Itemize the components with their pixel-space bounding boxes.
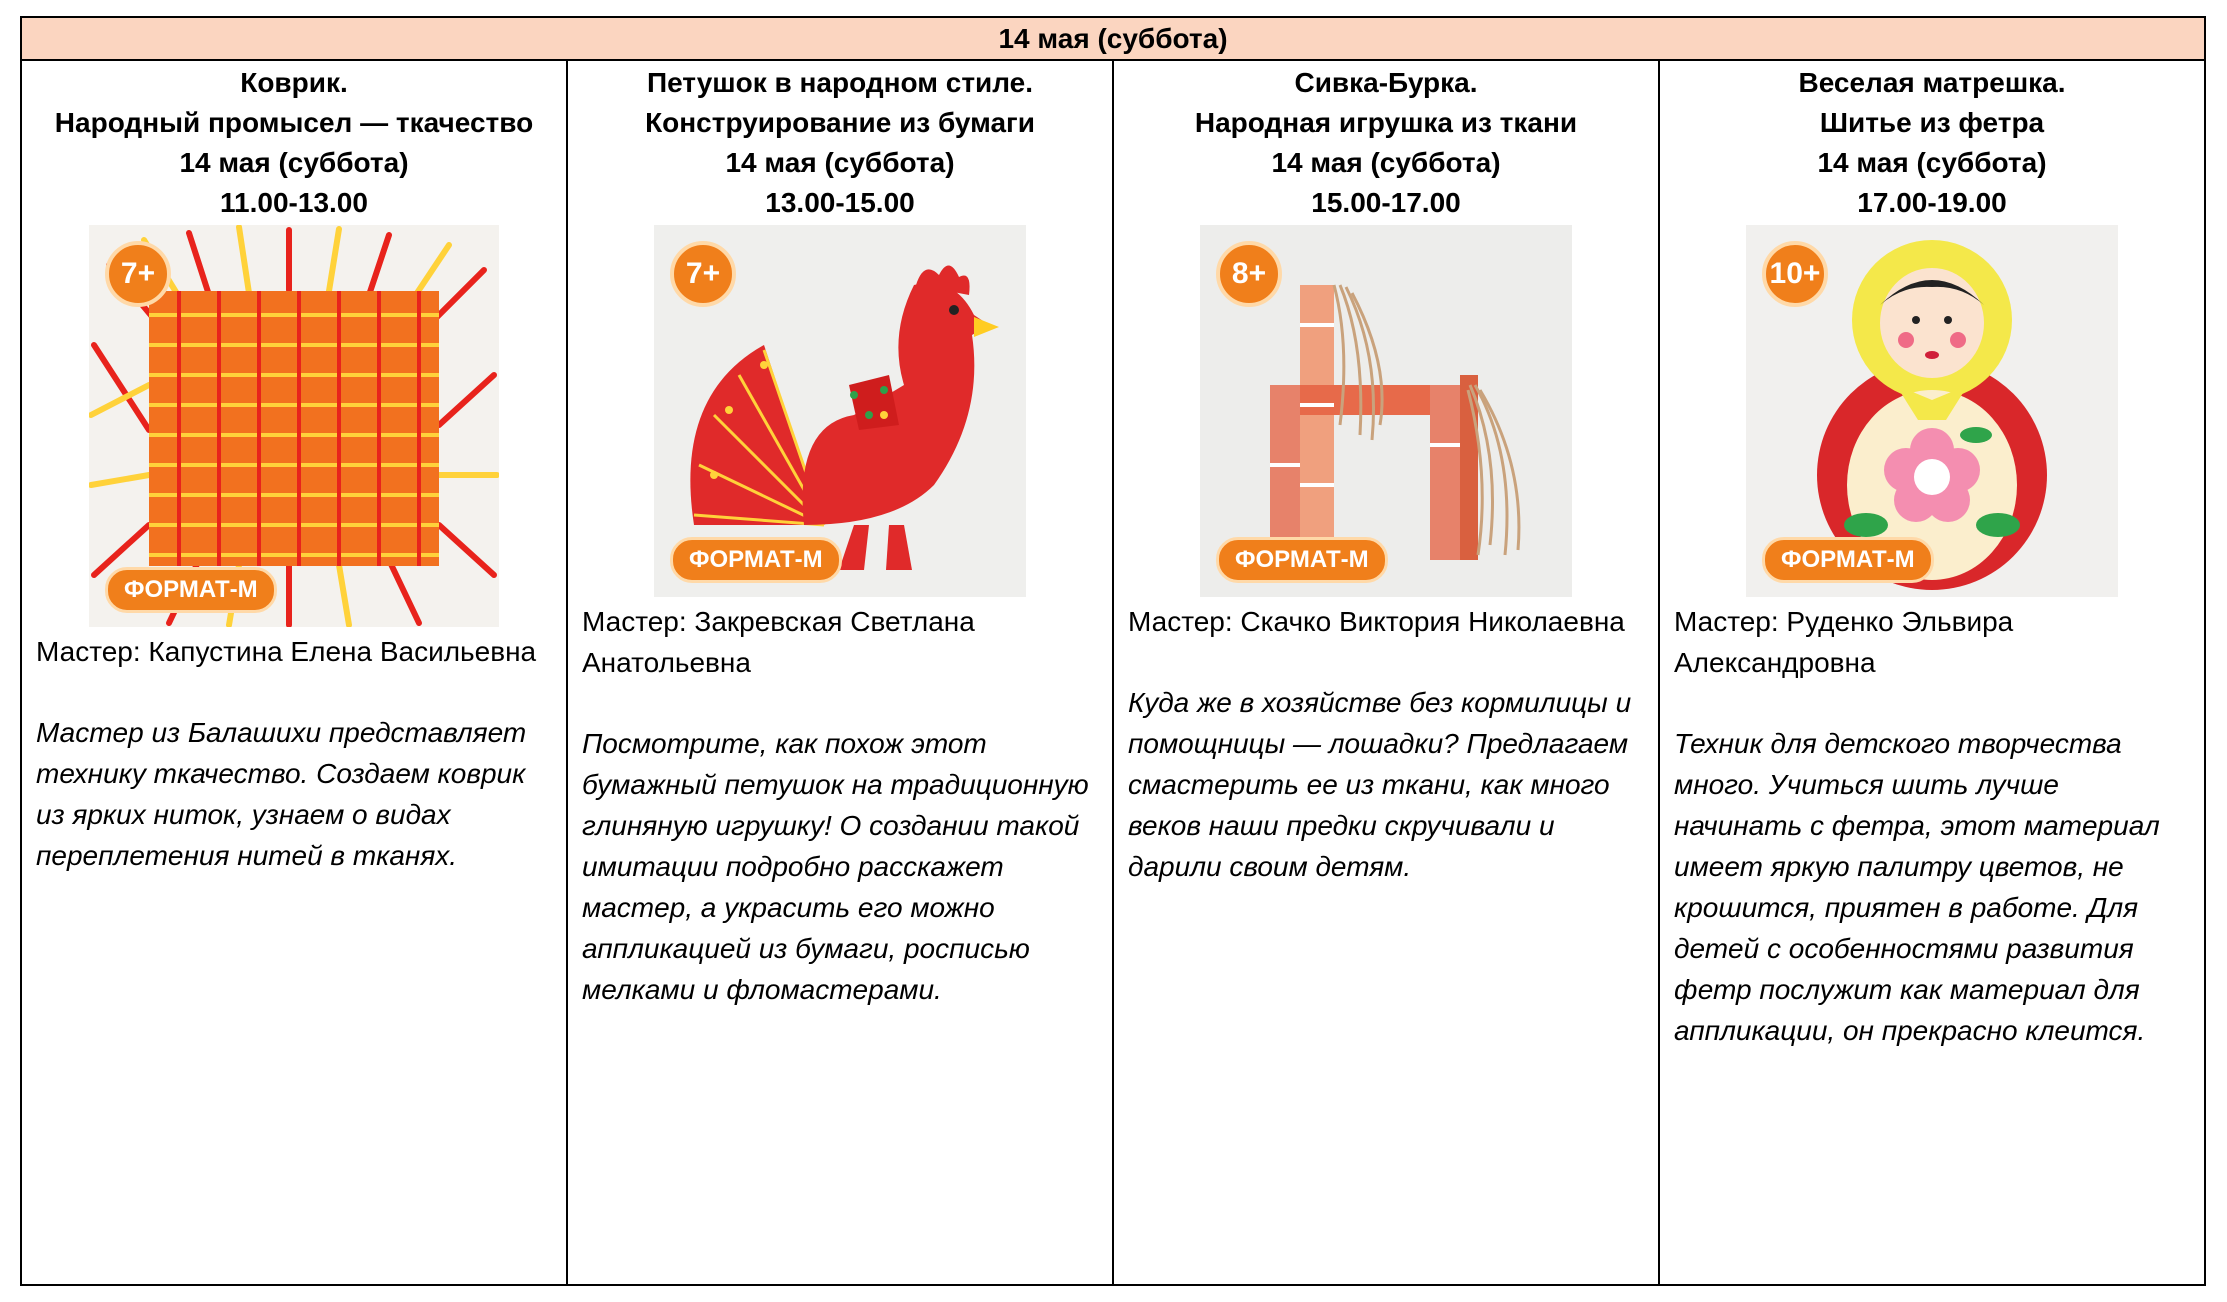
workshop-title-line2: Шитье из фетра (1819, 107, 2045, 138)
workshop-date: 14 мая (суббота) (725, 147, 955, 178)
workshop-description: Куда же в хозяйстве без кормилицы и помощницы — лошадки? Предлагаем смастерить ее из ткани, как много веков наши предки скручивали и дарили своим детям. (1128, 687, 1632, 882)
schedule-table (20, 16, 2206, 1286)
workshop-time: 15.00-17.00 (1311, 187, 1461, 218)
brand-logo: ФОРМАТ-М (1762, 537, 1934, 583)
workshop-column-rooster (568, 61, 1114, 1284)
workshop-master: Мастер: Капустина Елена Васильевна (36, 636, 537, 667)
workshop-time: 13.00-15.00 (765, 187, 915, 218)
brand-logo: ФОРМАТ-М (670, 537, 842, 583)
workshop-master: Мастер: Закревская Светлана Анатольевна (582, 606, 975, 678)
workshop-photo-rooster (654, 225, 1026, 597)
workshop-column-horse (1114, 61, 1660, 1284)
age-badge: 10+ (1762, 241, 1828, 307)
workshop-columns (22, 61, 2204, 1284)
workshop-description: Техник для детского творчества много. Учиться шить лучше начинать с фетра, этот материал имеет яркую палитру цветов, не крошится, приятен в работе. Для детей с особенностями развития фетр послужит как материал для аппликации, он прекрасно клеится. (1674, 728, 2160, 1046)
workshop-title-line2: Народный промысел — ткачество (54, 107, 534, 138)
brand-logo: ФОРМАТ-М (105, 567, 277, 613)
workshop-date: 14 мая (суббота) (1817, 147, 2047, 178)
workshop-title (582, 61, 1098, 223)
workshop-master: Мастер: Руденко Эльвира Александровна (1674, 606, 2014, 678)
workshop-time: 17.00-19.00 (1857, 187, 2007, 218)
day-header (22, 18, 2204, 61)
workshop-title (36, 61, 552, 223)
workshop-column-matryoshka (1660, 61, 2204, 1284)
workshop-title (1128, 61, 1644, 223)
workshop-photo-matryoshka (1746, 225, 2118, 597)
workshop-title-line1: Коврик. (240, 67, 348, 98)
workshop-photo-rug (89, 225, 499, 627)
workshop-title-line2: Конструирование из бумаги (645, 107, 1035, 138)
workshop-photo-horse (1200, 225, 1572, 597)
age-badge: 7+ (670, 241, 736, 307)
age-badge: 8+ (1216, 241, 1282, 307)
workshop-title-line1: Сивка-Бурка. (1294, 67, 1478, 98)
workshop-column-rug (22, 61, 568, 1284)
workshop-date: 14 мая (суббота) (1271, 147, 1501, 178)
workshop-description: Посмотрите, как похож этот бумажный петушок на традиционную глиняную игрушку! О создании такой имитации подробно расскажет мастер, а украсить его можно аппликацией из бумаги, росписью мелками и фломастерами. (582, 728, 1089, 1005)
workshop-title-line1: Веселая матрешка. (1798, 67, 2066, 98)
workshop-master: Мастер: Скачко Виктория Николаевна (1128, 606, 1625, 637)
workshop-title (1674, 61, 2190, 223)
workshop-date: 14 мая (суббота) (179, 147, 409, 178)
workshop-description: Мастер из Балашихи представляет технику ткачество. Создаем коврик из ярких ниток, узнаем о видах переплетения нитей в тканях. (36, 717, 527, 871)
workshop-title-line2: Народная игрушка из ткани (1194, 107, 1578, 138)
age-badge: 7+ (105, 241, 171, 307)
brand-logo: ФОРМАТ-М (1216, 537, 1388, 583)
day-header-date: 14 мая (суббота) (998, 22, 1228, 54)
workshop-title-line1: Петушок в народном стиле. (646, 67, 1034, 98)
workshop-time: 11.00-13.00 (220, 187, 368, 218)
